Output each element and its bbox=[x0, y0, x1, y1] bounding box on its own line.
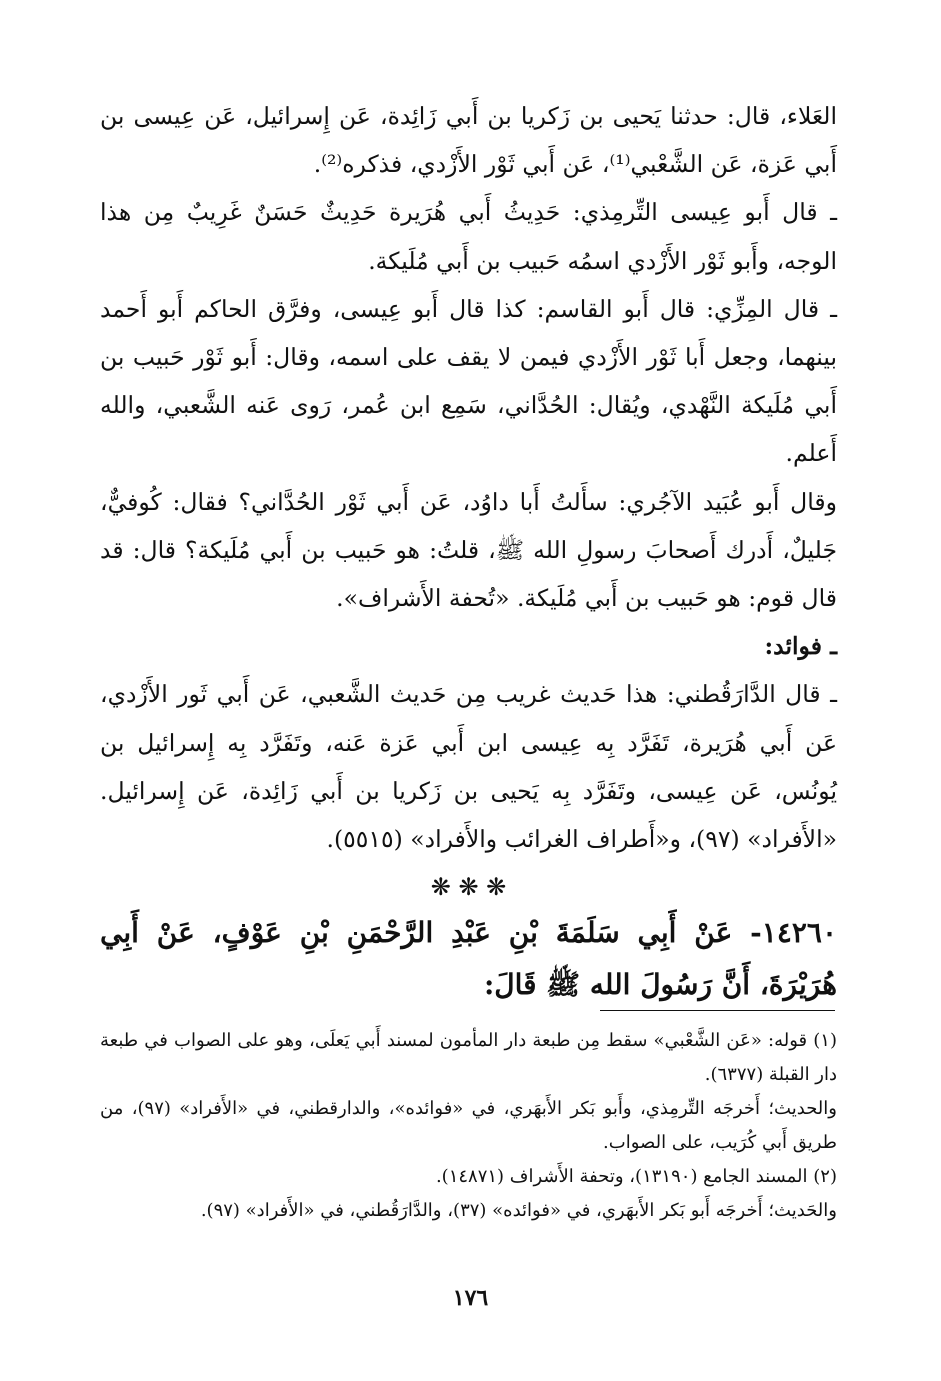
footnote-2: (٢) المسند الجامع (١٣١٩٠)، وتحفة الأَشراف (١٤٨٧١). bbox=[435, 1166, 837, 1187]
fawaid-heading: ـ فوائد: bbox=[764, 632, 837, 661]
page-number: ١٧٦ bbox=[452, 1285, 489, 1311]
paragraph-tirmidhi: ـ قال أَبو عِيسى التِّرمِذي: حَدِيثُ أَبي هُرَيرة حَدِيثٌ حَسَنٌ غَرِيبٌ مِن هذا الوجه، وأَبو ثَوْر الأَزْدي اسمُه حَبيب بن أَبي مُلَيكة. bbox=[100, 198, 837, 275]
paragraph-mizzi: ـ قال المِزِّي: قال أَبو القاسم: كذا قال أَبو عِيسى، وفرَّق الحاكم أَبو أَحمد بينهما، وجعل أَبا ثَوْر الأَزْدي فيمن لا يقف على اسمه، وقال: أَبو ثَوْر حَبيب بن أَبي مُلَيكة النَّهْدي، ويُقال: الحُدَّاني، سَمِع ابن عُمر، رَوى عَنه الشَّعبي، والله أَعلم. bbox=[100, 294, 837, 468]
section-separator: ❋ ❋ ❋ bbox=[430, 873, 507, 902]
paragraph-ajurri: وقال أَبو عُبَيد الآجُري: سأَلتُ أَبا داوُد، عَن أَبي ثَوْر الحُدَّاني؟ فقال: كُوفيٌّ، جَليلٌ، أَدرك أَصحابَ رسولِ الله ﷺ، قلتُ: هو حَبيب بن أَبي مُلَيكة؟ قال: قد قال قوم: هو حَبيب بن أَبي مُلَيكة. «تُحفة الأَشراف». bbox=[100, 487, 837, 613]
footnotes bbox=[100, 1024, 837, 1228]
footnote-2-continuation: والحَديث؛ أَخرجَه أَبو بَكر الأَبهَري، في «فوائده» (٣٧)، والدَّارَقُطني، في «الأَفراد» (٩٧). bbox=[200, 1200, 837, 1221]
footnote-1-continuation: والحديث؛ أَخرجَه التِّرمِذي، وأَبو بَكر الأَبهَري، في «فوائده»، والدارقطني، في «الأَفراد» (٩٧)، من طريق أَبي كُرَيب، على الصواب. bbox=[100, 1098, 837, 1153]
paragraph-daraqutni: ـ قال الدَّارَقُطني: هذا حَديث غريب مِن حَديث الشَّعبي، عَن أَبي ثَور الأَزْدي، عَن أَبي هُرَيرة، تَفَرَّد بِه عِيسى ابن أَبي عَزة عَنه، وتَفَرَّد بِه إِسرائيل بن يُونُس، عَن عِيسى، وتَفَرَّد بِه يَحيى بن زَكريا بن أَبي زَائِدة، عَن إِسرائيل. «الأَفراد» (٩٧)، و«أَطراف الغرائب والأَفراد» (٥٥١٥). bbox=[100, 680, 837, 854]
footnote-1: (١) قوله: «عَن الشَّعْبي» سقط مِن طبعة دار المأمون لمسند أَبي يَعلَى، وهو على الصواب في طبعة دار القبلة (٦٣٧٧). bbox=[100, 1030, 837, 1085]
hadith-heading: ١٤٢٦٠- عَنْ أَبِي سَلَمَةَ بْنِ عَبْدِ الرَّحْمَنِ بْنِ عَوْفٍ، عَنْ أَبِي هُرَيْرَةَ، أَنَّ رَسُولَ الله ﷺ قَالَ: bbox=[100, 916, 837, 1002]
main-text bbox=[100, 92, 837, 1011]
paragraph-isnad: العَلاء، قال: حدثنا يَحيى بن زَكريا بن أَبي زَائِدة، عَن إِسرائيل، عَن عِيسى بن أَبي عَزة، عَن الشَّعْبي⁽¹⁾، عَن أَبي ثَوْر الأَزْدي، فذكره⁽²⁾. bbox=[100, 102, 837, 179]
footnote-divider bbox=[600, 1010, 835, 1011]
